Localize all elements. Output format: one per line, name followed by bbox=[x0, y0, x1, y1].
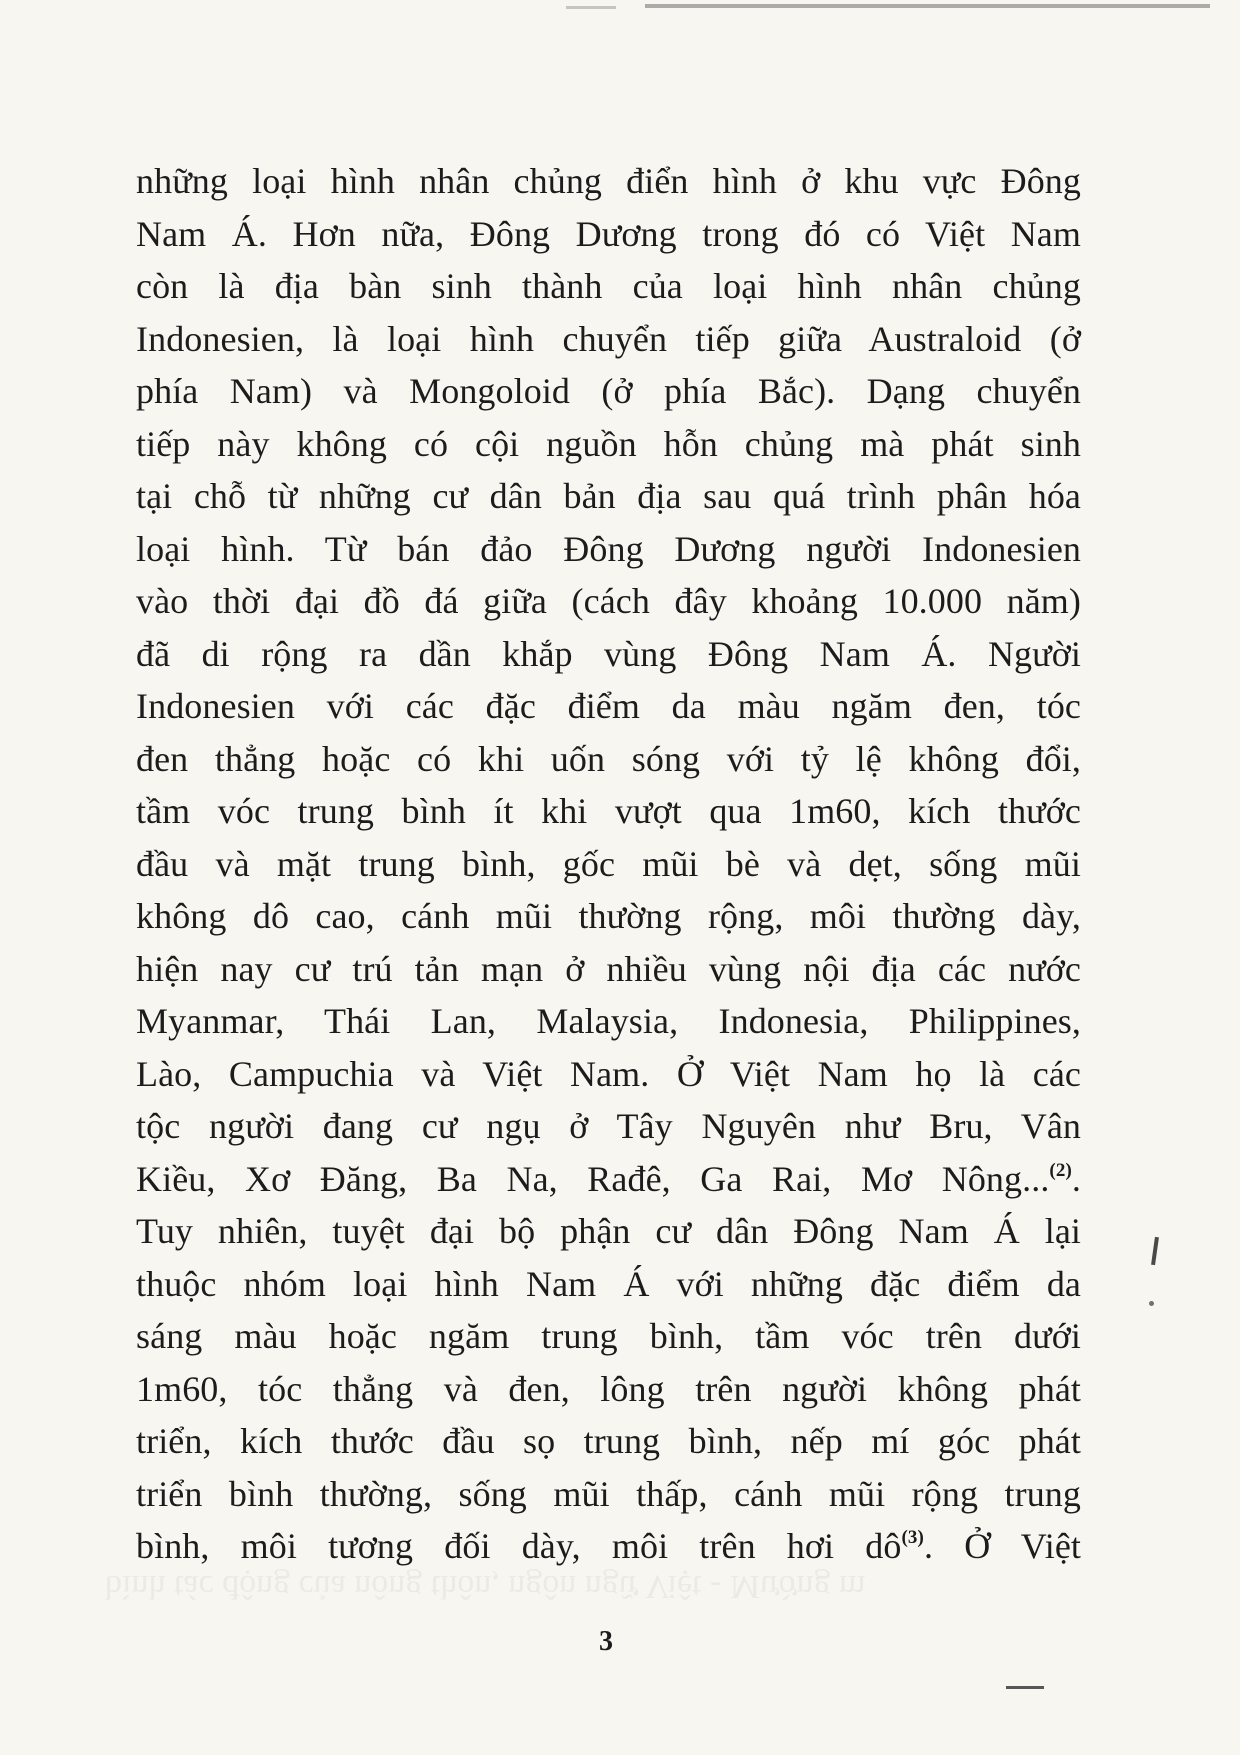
line-ending: . Ở Việt bbox=[923, 1526, 1082, 1566]
text-line-with-footnote bbox=[136, 1153, 1081, 1206]
text-line-content: bình, môi tương đối dày, môi trên hơi dô bbox=[136, 1526, 902, 1566]
footnote-ref: (3) bbox=[901, 1527, 924, 1548]
text-line-content: Kiều, Xơ Đăng, Ba Na, Rađê, Ga Rai, Mơ Nông... bbox=[136, 1158, 1050, 1199]
text-line: 1m60, tóc thẳng và đen, lông trên người không phát bbox=[136, 1368, 1081, 1409]
text-line: Lào, Campuchia và Việt Nam. Ở Việt Nam họ là các bbox=[136, 1053, 1081, 1094]
margin-mark bbox=[1151, 1237, 1159, 1265]
text-line: Indonesien, là loại hình chuyển tiếp giữa Australoid (ở bbox=[136, 318, 1081, 359]
bleed-through-text: bình tác động của nông thôn, ngôn ngữ Việt - Mường m bbox=[105, 1568, 866, 1605]
text-line: triển bình thường, sống mũi thấp, cánh mũi rộng trung bbox=[136, 1473, 1081, 1514]
text-line: Nam Á. Hơn nữa, Đông Dương trong đó có Việt Nam bbox=[136, 213, 1081, 254]
text-line: hiện nay cư trú tản mạn ở nhiều vùng nội địa các nước bbox=[136, 948, 1081, 989]
text-line: phía Nam) và Mongoloid (ở phía Bắc). Dạng chuyển bbox=[136, 371, 1081, 411]
line-ending: . bbox=[1071, 1158, 1081, 1199]
page-number: 3 bbox=[599, 1626, 613, 1657]
text-line: đen thẳng hoặc có khi uốn sóng với tỷ lệ không đổi, bbox=[136, 738, 1081, 779]
text-line: Myanmar, Thái Lan, Malaysia, Indonesia, Philippines, bbox=[136, 1001, 1081, 1041]
text-line: sáng màu hoặc ngăm trung bình, tầm vóc trên dưới bbox=[136, 1316, 1081, 1356]
text-line: tại chỗ từ những cư dân bản địa sau quá trình phân hóa bbox=[136, 476, 1081, 516]
top-edge-mark bbox=[566, 6, 616, 9]
text-line: tiếp này không có cội nguồn hỗn chủng mà phát sinh bbox=[136, 423, 1081, 464]
text-line: tầm vóc trung bình ít khi vượt qua 1m60, kích thước bbox=[136, 791, 1081, 831]
top-edge-shadow bbox=[645, 4, 1210, 8]
text-line: đầu và mặt trung bình, gốc mũi bè và dẹt, sống mũi bbox=[136, 843, 1081, 884]
footnote-ref: (2) bbox=[1049, 1159, 1072, 1181]
margin-dot bbox=[1149, 1301, 1154, 1306]
text-line: Tuy nhiên, tuyệt đại bộ phận cư dân Đông Nam Á lại bbox=[136, 1211, 1081, 1251]
text-line: triển, kích thước đầu sọ trung bình, nếp mí góc phát bbox=[136, 1421, 1081, 1461]
text-line: không dô cao, cánh mũi thường rộng, môi thường dày, bbox=[136, 896, 1081, 936]
text-line: còn là địa bàn sinh thành của loại hình nhân chủng bbox=[136, 266, 1081, 306]
text-line: loại hình. Từ bán đảo Đông Dương người Indonesien bbox=[136, 528, 1081, 569]
text-line: tộc người đang cư ngụ ở Tây Nguyên như Bru, Vân bbox=[136, 1106, 1081, 1146]
text-line: những loại hình nhân chủng điển hình ở khu vực Đông bbox=[136, 161, 1081, 201]
text-line: vào thời đại đồ đá giữa (cách đây khoảng 10.000 năm) bbox=[136, 581, 1081, 621]
body-text bbox=[136, 155, 1081, 1573]
text-line: thuộc nhóm loại hình Nam Á với những đặc điểm da bbox=[136, 1263, 1081, 1304]
text-line: Indonesien với các đặc điểm da màu ngăm đen, tóc bbox=[136, 686, 1081, 726]
bottom-margin-mark bbox=[1006, 1686, 1044, 1689]
text-line: đã di rộng ra dần khắp vùng Đông Nam Á. Người bbox=[136, 633, 1081, 674]
